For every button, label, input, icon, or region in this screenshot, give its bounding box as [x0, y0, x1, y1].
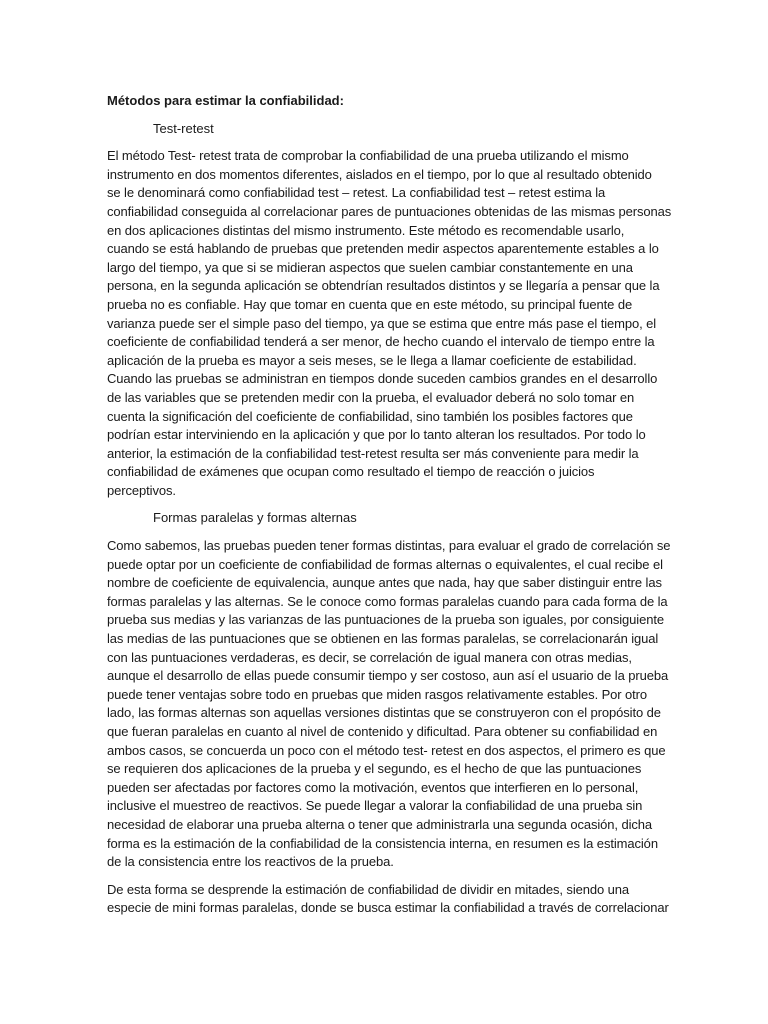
text-line: cuenta la significación del coeficiente de confiabilidad, sino también los posibles factores que [107, 408, 633, 424]
text-line: anterior, la estimación de la confiabilidad test-retest resulta ser más conveniente para medir la [107, 445, 639, 461]
text-line: aunque el desarrollo de ellas puede consumir tiempo y ser costoso, aun así el usuario de la prueba [107, 668, 669, 684]
text-line: prueba no es confiable. Hay que tomar en cuenta que en este método, su principal fuente de [107, 296, 633, 312]
text-line: cuando se está hablando de pruebas que pretenden medir aspectos aparentemente estables a lo [107, 241, 659, 257]
text-line: De esta forma se desprende la estimación de confiabilidad de dividir en mitades, siendo una [107, 881, 630, 897]
text-line: especie de mini formas paralelas, donde se busca estimar la confiabilidad a través de correlacionar [107, 900, 669, 916]
text-line: formas paralelas y las alternas. Se le conoce como formas paralelas cuando para cada forma de la [107, 593, 668, 609]
text-line: Cuando las pruebas se administran en tiempos donde suceden cambios grandes en el desarrollo [107, 371, 658, 387]
text-line: Como sabemos, las pruebas pueden tener formas distintas, para evaluar el grado de correlación se [107, 538, 671, 554]
text-line: puede optar por un coeficiente de confiabilidad de formas alternas o equivalentes, el cual recibe el [107, 556, 663, 572]
text-line: coeficiente de confiabilidad tenderá a ser menor, de hecho cuando el intervalo de tiempo entre la [107, 334, 655, 350]
text-line: inclusive el muestreo de reactivos. Se puede llegar a valorar la confiabilidad de una prueba sin [107, 798, 643, 814]
paragraph-formas-paralelas [107, 537, 671, 872]
text-line: lado, las formas alternas son aquellas versiones distintas que se construyeron con el propósito de [107, 705, 661, 721]
text-line: forma es la estimación de la confiabilidad de la consistencia interna, en resumen es la estimación [107, 835, 658, 851]
text-line: El método Test- retest trata de comprobar la confiabilidad de una prueba utilizando el mismo [107, 148, 629, 164]
text-line: que fueran paralelas en cuanto al nivel de contenido y dificultad. Para obtener su confiabilidad en [107, 724, 658, 739]
text-line: necesidad de elaborar una prueba alterna o tener que administrarla una segunda ocasión, dicha [107, 816, 653, 832]
text-line: confiabilidad conseguida al correlacionar pares de puntuaciones obtenidas de las mismas personas [107, 203, 672, 219]
section-heading-test-retest: Test-retest [153, 120, 214, 136]
text-line: las medias de las puntuaciones que se obtienen en las formas paralelas, se correlacionarán igual [107, 631, 659, 647]
text-line: puede tener ventajas sobre todo en pruebas que miden rasgos relativamente estables. Por otro [107, 686, 648, 702]
paragraph-mitades [107, 881, 669, 918]
document-body [107, 92, 672, 927]
page-title: Métodos para estimar la confiabilidad: [107, 93, 344, 108]
text-line: aplicación de la prueba es mayor a seis meses, se le llega a llamar coeficiente de estabilidad. [107, 352, 637, 368]
text-line: perceptivos. [107, 482, 176, 498]
text-line: instrumento en dos momentos diferentes, aislados en el tiempo, por lo que al resultado obtenido [107, 166, 652, 182]
text-line: varianza puede ser el simple paso del tiempo, ya que se estima que entre más pase el tiempo, el [107, 315, 657, 331]
paragraph-test-retest [107, 147, 672, 500]
text-line: se requieren dos aplicaciones de la prueba y el segundo, es el hecho de que las puntuaciones [107, 761, 642, 777]
text-line: en dos aplicaciones distintas del mismo instrumento. Este método es recomendable usarlo, [107, 222, 625, 238]
text-line: pueden ser afectadas por factores como la motivación, eventos que interfieren en lo personal, [107, 779, 639, 795]
text-line: ambos casos, se concuerda un poco con el método test- retest en dos aspectos, el primero es que [107, 742, 666, 758]
text-line: largo del tiempo, ya que si se midieran aspectos que suelen cambiar constantemente en una [107, 259, 633, 275]
text-line: podrían estar interviniendo en la aplicación y que por lo tanto alteran los resultados. Por todo lo [107, 427, 646, 443]
text-line: prueba sus medias y las varianzas de las puntuaciones de la prueba son iguales, por consiguiente [107, 612, 664, 628]
text-line: se le denominará como confiabilidad test – retest. La confiabilidad test – retest estima la [107, 185, 606, 201]
text-line: persona, en la segunda aplicación se obtendrían resultados distintos y se llegaría a pensar que la [107, 278, 660, 294]
text-line: de las variables que se pretenden medir con la prueba, el evaluador deberá no solo tomar en [107, 389, 635, 405]
section-heading-formas-paralelas: Formas paralelas y formas alternas [153, 510, 357, 526]
text-line: con las puntuaciones verdaderas, es decir, se correlación de igual manera con otras medias, [107, 649, 632, 665]
text-line: confiabilidad de exámenes que ocupan como resultado el tiempo de reacción o juicios [107, 464, 595, 480]
text-line: nombre de coeficiente de equivalencia, aunque antes que nada, hay que saber distinguir entre las [107, 575, 662, 591]
text-line: de la consistencia entre los reactivos de la prueba. [107, 854, 394, 870]
